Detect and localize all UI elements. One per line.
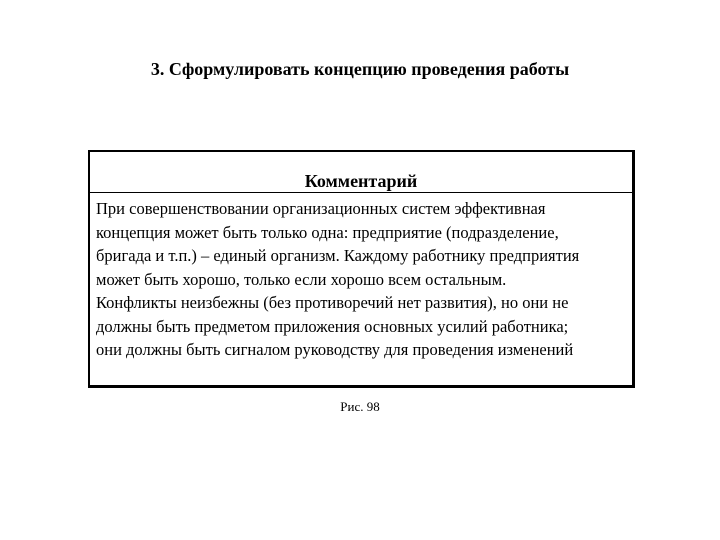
comment-line: должны быть предметом приложения основных усилий работника; — [96, 316, 569, 336]
comment-line: может быть хорошо, только если хорошо всем остальным. — [96, 269, 507, 289]
comment-line: При совершенствовании организационных систем эффективная — [96, 199, 546, 218]
comment-box — [88, 150, 635, 388]
comment-line: они должны быть сигналом руководству для проведения изменений — [96, 340, 574, 359]
comment-line: бригада и т.п.) – единый организм. Каждому работнику предприятия — [96, 246, 580, 265]
comment-line: Конфликты неизбежны (без противоречий нет развития), но они не — [96, 293, 569, 312]
slide-heading: 3. Сформулировать концепцию проведения работы — [150, 59, 570, 79]
comment-body — [90, 193, 632, 362]
comment-title: Комментарий — [90, 152, 632, 193]
comment-line: концепция может быть только одна: предприятие (подразделение, — [96, 222, 559, 242]
figure-caption: Рис. 98 — [340, 399, 380, 414]
